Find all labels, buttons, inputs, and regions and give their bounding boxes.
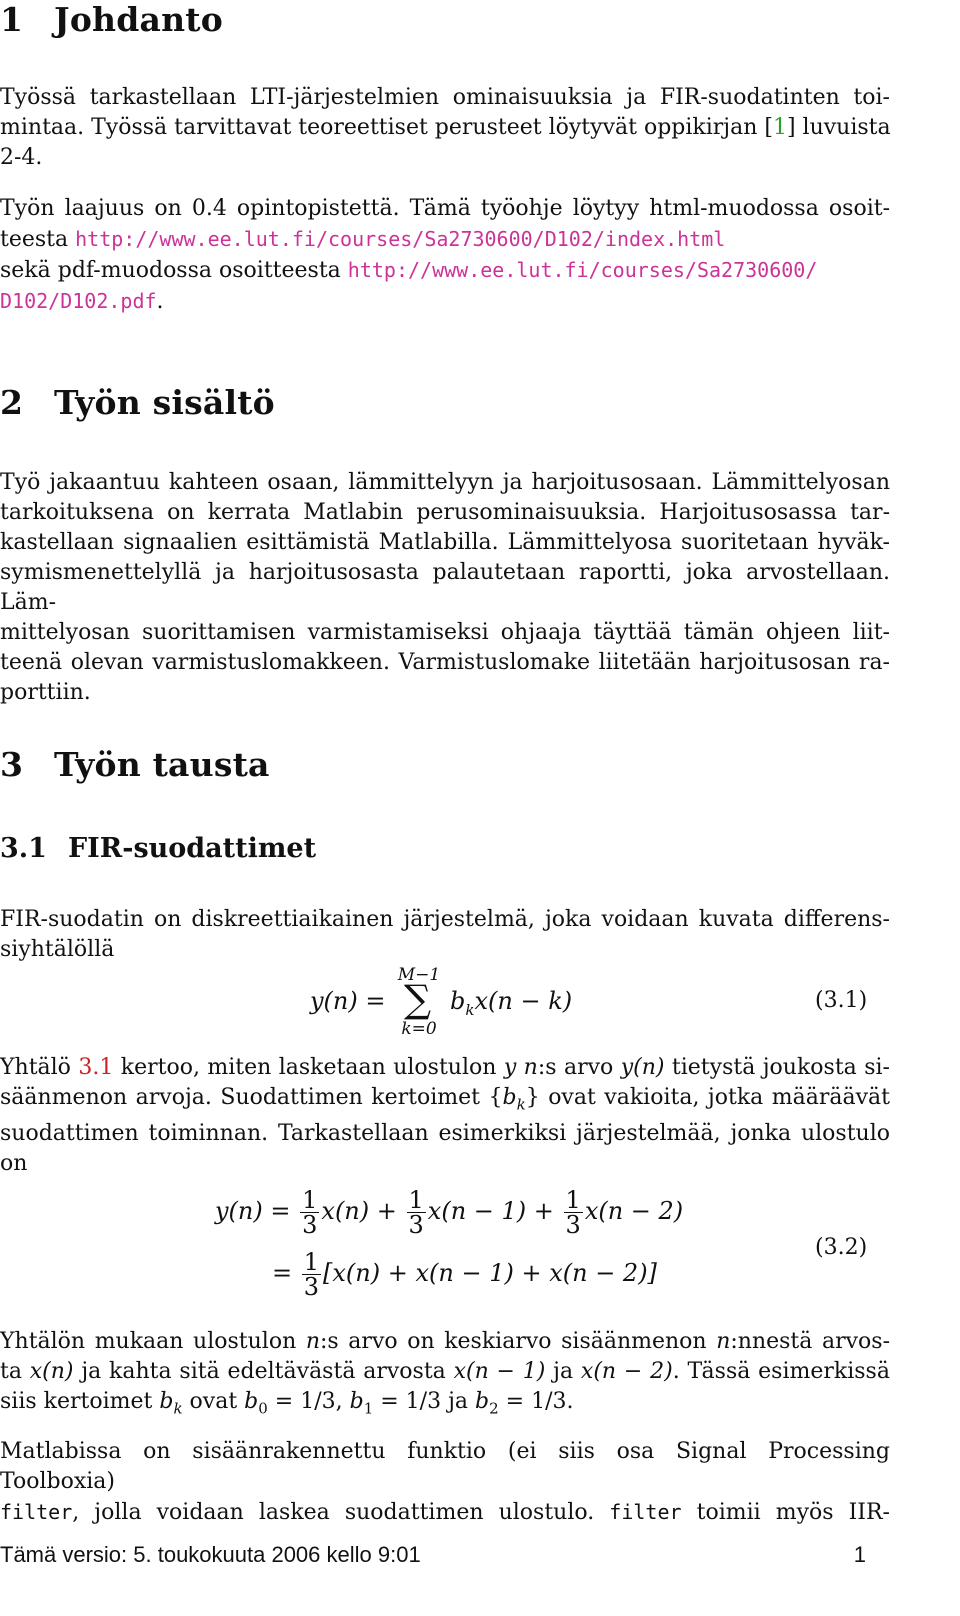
text: :s arvo on keskiarvo sisäänmenon [320, 1329, 717, 1354]
text-line: Työ jakaantuu kahteen osaan, lämmittelyyn ja harjoitusosaan. Lämmittelyosan [0, 470, 890, 495]
math: x(n) [29, 1359, 74, 1384]
text-line: 2-4. [0, 145, 43, 170]
math: = 1/3, [267, 1389, 350, 1414]
intro-paragraph-2 [0, 194, 890, 317]
numerator: 1 [565, 1186, 581, 1214]
text: ja kahta sitä edeltävästä arvosta [73, 1359, 454, 1384]
text: :s arvo [537, 1055, 621, 1080]
equation-lhs: y(n) = [215, 1197, 291, 1225]
term: x(n) + [321, 1197, 397, 1225]
math: y [503, 1055, 517, 1080]
coef-index: k [465, 1000, 475, 1019]
version-text: Tämä versio: 5. toukokuuta 2006 kello 9:01 [0, 1542, 421, 1567]
math-subscript: 1 [363, 1399, 374, 1418]
sum-symbol: ∑ [404, 977, 432, 1021]
sum-upper-limit: M−1 [397, 965, 441, 985]
math-subscript: k [516, 1095, 526, 1114]
text-line: Matlabissa on sisäänrakennettu funktio (ei siis osa Signal Processing Toolboxia) [0, 1439, 890, 1494]
page-number: 1 [853, 1542, 866, 1567]
text-line [0, 1387, 890, 1423]
page-footer [0, 1542, 866, 1568]
text-line [0, 286, 890, 317]
fir-intro-paragraph [0, 905, 890, 965]
text-line: mittelyosan suorittamisen varmistamiseksi ohjaaja täyttää tämän ohjeen liit- [0, 620, 890, 645]
numerator: 1 [303, 1248, 320, 1276]
text: ta [0, 1359, 30, 1384]
section-number: 1 [0, 0, 24, 39]
fir-explanation-paragraph [0, 1053, 890, 1179]
fraction [407, 1188, 426, 1237]
content-paragraph [0, 468, 890, 708]
fraction [564, 1188, 583, 1237]
math: y(n) [620, 1055, 665, 1080]
pdf-url-link[interactable]: http://www.ee.lut.fi/courses/Sa2730600/ [347, 258, 818, 282]
text-line: on [0, 1151, 28, 1177]
equation-number: (3.1) [815, 988, 868, 1013]
term: x(n − 1) + [427, 1197, 554, 1225]
sum-term [450, 987, 572, 1019]
numerator: 1 [408, 1186, 424, 1214]
text-line: tarkoituksena on kerrata Matlabin perusominaisuuksia. Harjoitusosassa tar- [0, 500, 890, 525]
equals-sign: = [272, 1259, 293, 1287]
subsection-number: 3.1 [0, 833, 47, 864]
text-line: suodattimen toiminnan. Tarkastellaan esimerkiksi järjestelmää, jonka ulostulo [0, 1121, 890, 1147]
sum-lower-limit: k=0 [401, 1019, 437, 1039]
equation-row-2 [272, 1250, 657, 1299]
text-line: porttiin. [0, 680, 91, 705]
section-3-heading [0, 745, 270, 784]
section-number: 2 [0, 383, 24, 422]
fraction [302, 1250, 321, 1299]
equation-reference-link[interactable]: 3.1 [78, 1055, 114, 1080]
text-line [0, 1497, 890, 1528]
denominator: 3 [302, 1211, 318, 1239]
text: Yhtälö [0, 1055, 79, 1080]
text: mintaa. Työssä tarvittavat teoreettiset perusteet löytyvät oppikirjan [ [0, 115, 773, 140]
section-title: Työn tausta [54, 745, 270, 784]
math: b [159, 1389, 174, 1414]
code-filter: filter [609, 1500, 682, 1524]
math-subscript: 0 [258, 1399, 268, 1418]
text: . Tässä esimerkissä [672, 1359, 890, 1384]
term: x(n − 2) [584, 1197, 684, 1225]
text: . [156, 289, 164, 314]
equation-row-1 [215, 1188, 683, 1237]
math: b [244, 1389, 259, 1414]
denominator: 3 [408, 1211, 424, 1239]
text: ovat [182, 1389, 245, 1414]
text: , jolla voidaan laskea suodattimen ulostulo. [72, 1500, 610, 1525]
intro-paragraph-1 [0, 83, 890, 173]
section-2-heading [0, 383, 275, 422]
text: ja [545, 1359, 581, 1384]
average-paragraph [0, 1327, 890, 1423]
text-line [0, 1327, 890, 1357]
section-1-heading [0, 0, 223, 39]
text: kertoo, miten lasketaan ulostulon [113, 1055, 504, 1080]
text-line [0, 113, 890, 143]
text: siis kertoimet [0, 1389, 160, 1414]
math: x(n − 2) [580, 1359, 673, 1384]
denominator: 3 [303, 1273, 320, 1301]
text-line: siyhtälöllä [0, 937, 115, 962]
text: :nnestä arvos- [730, 1329, 890, 1354]
math: = 1/3. [498, 1389, 574, 1414]
section-title: Johdanto [54, 0, 223, 39]
text-line [0, 1053, 890, 1083]
code-filter: filter [0, 1500, 73, 1524]
text: säänmenon arvoja. Suodattimen kertoimet { [0, 1085, 503, 1110]
math: n [305, 1329, 321, 1354]
section-title: Työn sisältö [54, 383, 275, 422]
text-line: symismenettelyllä ja harjoitusosasta palautetaan raportti, joka arvostellaan. Läm- [0, 560, 890, 615]
term: [x(n) + x(n − 1) + x(n − 2)] [323, 1259, 657, 1287]
term-x: x(n − k) [474, 987, 573, 1015]
text-line [0, 1357, 890, 1387]
text: toimii myös IIR- [681, 1500, 890, 1525]
equation-lhs: y(n) = [310, 987, 386, 1015]
text: } ovat vakioita, jotka määräävät [525, 1085, 891, 1110]
text-line [0, 1083, 890, 1119]
citation-link[interactable]: 1 [772, 115, 787, 140]
math: n [716, 1329, 731, 1354]
math: b [349, 1389, 364, 1414]
html-url-link[interactable]: http://www.ee.lut.fi/courses/Sa2730600/D102/index.html [75, 227, 726, 251]
subsection-3-1-heading [0, 833, 316, 864]
text-line [0, 224, 890, 255]
text-line: Työssä tarkastellaan LTI-järjestelmien ominaisuuksia ja FIR-suodatinten toi- [0, 85, 890, 110]
matlab-filter-paragraph [0, 1437, 890, 1528]
text-line: Työn laajuus on 0.4 opintopistettä. Tämä työohje löytyy html-muodossa osoit- [0, 196, 890, 221]
equation-3-2 [215, 1188, 815, 1316]
equation-number: (3.2) [815, 1235, 868, 1260]
subsection-title: FIR-suodattimet [68, 833, 317, 864]
text: ] luvuista [786, 115, 891, 140]
section-number: 3 [0, 745, 24, 784]
text: sekä pdf-muodossa osoitteesta [0, 258, 348, 283]
math: x(n − 1) [453, 1359, 546, 1384]
text: tietystä joukosta si- [664, 1055, 890, 1080]
math-subscript: k [173, 1399, 183, 1418]
math-subscript: 2 [489, 1399, 499, 1418]
math: n [516, 1055, 538, 1080]
pdf-url-link-cont[interactable]: D102/D102.pdf [0, 289, 157, 313]
math: b [475, 1389, 490, 1414]
text-line: kastellaan signaalien esittämistä Matlabilla. Lämmittelyosa suoritetaan hyväk- [0, 530, 890, 555]
coef-b: b [450, 987, 466, 1015]
math: = 1/3 ja [373, 1389, 476, 1414]
fraction [300, 1188, 319, 1237]
text-line [0, 255, 890, 286]
text-line: FIR-suodatin on diskreettiaikainen järjestelmä, joka voidaan kuvata differens- [0, 907, 890, 932]
text-line: teenä olevan varmistuslomakkeen. Varmistuslomake liitetään harjoitusosan ra- [0, 650, 890, 675]
denominator: 3 [565, 1211, 581, 1239]
math: b [502, 1085, 517, 1110]
text: Yhtälön mukaan ulostulon [0, 1329, 306, 1354]
text: teesta [0, 227, 76, 252]
numerator: 1 [302, 1186, 318, 1214]
